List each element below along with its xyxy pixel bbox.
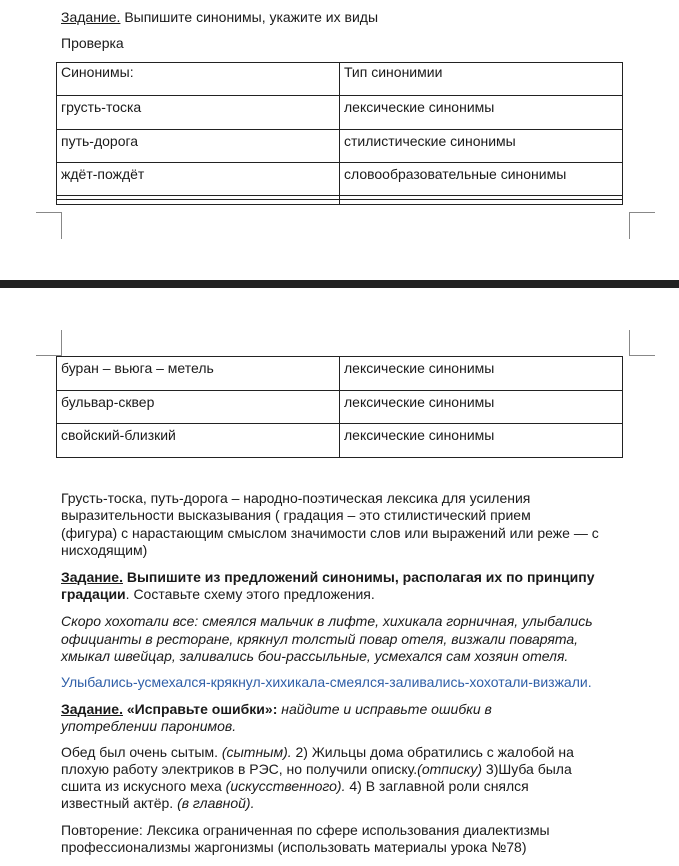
task2-label: Задание. bbox=[61, 569, 123, 585]
check-label: Проверка bbox=[61, 35, 124, 51]
task3-heading bbox=[61, 701, 641, 718]
paronym-text: 3)Шуба была bbox=[482, 761, 572, 777]
table-row bbox=[57, 391, 623, 424]
synonym-cell: свойский-близкий bbox=[57, 424, 340, 458]
type-cell: лексические синонимы bbox=[340, 357, 623, 391]
synonyms-table-1 bbox=[56, 62, 623, 205]
empty-cell bbox=[57, 200, 340, 205]
synonym-cell: бульвар-сквер bbox=[57, 391, 340, 424]
table-row bbox=[57, 424, 623, 458]
type-cell: стилистические синонимы bbox=[340, 130, 623, 163]
synonyms-table-2 bbox=[56, 356, 623, 458]
type-cell: лексические синонимы bbox=[340, 96, 623, 130]
header-synonyms: Синонимы: bbox=[57, 63, 340, 96]
paronym-text: плохую работу электриков в РЭС, но получили описку. bbox=[61, 761, 418, 777]
table-header-row bbox=[57, 63, 623, 96]
page-divider bbox=[0, 280, 679, 288]
synonym-cell: грусть-тоска bbox=[57, 96, 340, 130]
synonym-cell: ждёт-пождёт bbox=[57, 163, 340, 196]
table-row bbox=[57, 130, 623, 163]
table-row bbox=[57, 96, 623, 130]
task2-instruction: . Составьте схему этого предложения. bbox=[125, 586, 375, 602]
paragraph-line: Грусть-тоска, путь-дорога – народно-поэтическая лексика для усиления bbox=[61, 490, 531, 506]
synonym-cell: путь-дорога bbox=[57, 130, 340, 163]
task2-heading bbox=[61, 569, 641, 586]
page-corner-mark bbox=[61, 330, 62, 356]
header-type: Тип синонимии bbox=[340, 63, 623, 96]
type-cell: словообразовательные синонимы bbox=[340, 163, 623, 196]
paronym-correction: (сытным). bbox=[221, 744, 292, 760]
table-row bbox=[57, 163, 623, 196]
quote-line: официанты в ресторане, крякнул толстый повар отеля, визжали поварята, bbox=[61, 631, 579, 647]
synonym-cell: буран – вьюга – метель bbox=[57, 357, 340, 391]
task2-gradation: градации bbox=[61, 586, 126, 602]
paronym-correction: (искусственного). bbox=[225, 778, 346, 794]
repetition-line: профессионализмы жаргонизмы (использовать материалы урока №78) bbox=[61, 839, 527, 855]
paragraph-line: нисходящим) bbox=[61, 542, 148, 558]
task1-label: Задание. bbox=[61, 9, 121, 25]
task3-title: «Исправьте ошибки» bbox=[122, 701, 273, 717]
empty-cell bbox=[340, 200, 623, 205]
page-corner-mark bbox=[36, 212, 62, 213]
page-corner-mark bbox=[629, 212, 655, 213]
paronym-text: сшита из искусного меха bbox=[61, 778, 226, 794]
page-corner-mark bbox=[629, 212, 630, 239]
paronym-line bbox=[61, 744, 641, 761]
paronym-text: 2) Жильцы дома обратились с жалобой на bbox=[291, 744, 574, 760]
gradation-answer: Улыбались-усмехался-крякнул-хихикала-смеялся-заливались-хохотали-визжали. bbox=[61, 674, 592, 690]
task3-instruction-cont: употреблении паронимов. bbox=[61, 718, 237, 734]
task3-colon: : bbox=[272, 701, 278, 717]
paragraph-line: (фигура) с нарастающим смыслом значимости слов или выражений или реже — с bbox=[61, 525, 599, 541]
quote-line: Скоро хохотали все: смеялся мальчик в лифте, хихикала горничная, улыбались bbox=[61, 613, 593, 629]
paronym-text: Обед был очень сытым. bbox=[61, 744, 222, 760]
table-row bbox=[57, 357, 623, 391]
type-cell: лексические синонимы bbox=[340, 424, 623, 458]
paragraph-line: выразительности высказывания ( градация – это стилистический прием bbox=[61, 507, 531, 523]
task1-heading bbox=[61, 9, 641, 26]
task1-text: Выпишите синонимы, укажите их виды bbox=[120, 9, 379, 25]
type-cell: лексические синонимы bbox=[340, 391, 623, 424]
page-corner-mark bbox=[629, 355, 655, 356]
paronym-line bbox=[61, 795, 641, 812]
paronym-correction: (отписку) bbox=[417, 761, 483, 777]
paronym-text: известный актёр. bbox=[61, 795, 178, 811]
paronym-text: 4) В заглавной роли снялся bbox=[345, 778, 529, 794]
repetition-line: Повторение: Лексика ограниченная по сфере использования диалектизмы bbox=[61, 822, 550, 838]
paronym-line bbox=[61, 761, 641, 778]
table-row-empty bbox=[57, 200, 623, 205]
task2-text: Выпишите из предложений синонимы, располагая их по принципу bbox=[122, 569, 595, 585]
quote-line: хмыкал швейцар, заливались бои-рассыльные, усмехался сам хозяин отеля. bbox=[61, 648, 569, 664]
paronym-line bbox=[61, 778, 641, 795]
page-corner-mark bbox=[61, 212, 62, 239]
page-corner-mark bbox=[629, 330, 630, 356]
task3-instruction: найдите и исправьте ошибки в bbox=[277, 701, 492, 717]
task3-label: Задание. bbox=[61, 701, 123, 717]
paronym-correction: (в главной). bbox=[177, 795, 255, 811]
task2-heading-cont bbox=[61, 586, 641, 603]
